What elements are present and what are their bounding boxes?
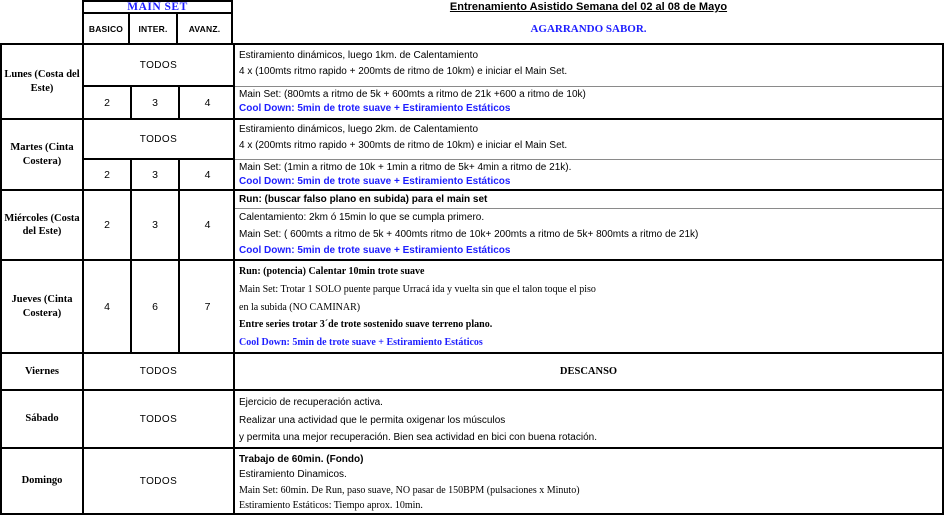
levels-area [84,45,235,118]
workout-description [235,261,942,352]
levels-area [84,391,235,447]
header-row-levels [0,14,944,43]
day-label: Miércoles (Costa del Este) [2,191,84,259]
desc-line: Main Set: (1min a ritmo de 10k + 1min a ritmo de 5k+ 4min a ritmo de 21k). [239,162,572,173]
table-row-domingo [2,449,942,515]
run-title-line: Run: (buscar falso plano en subida) para el main set [235,191,942,209]
subtitle-area [233,14,944,43]
desc-line: 4 x (200mts ritmo rapido + 300mts de ritmo de 10km) e iniciar el Main Set. [239,140,568,151]
cooldown-line: Cool Down: 5min de trote suave + Estiramiento Estáticos [239,103,511,114]
run-title-line: Run: (potencia) Calentar 10min trote suave [239,266,425,277]
level-basico-value: 2 [84,191,132,259]
day-label: Lunes (Costa del Este) [2,45,84,118]
workout-description [235,45,942,118]
mainset-block [235,87,942,116]
desc-line: Main Set: Trotar 1 SOLO puente parque Urracá ida y vuelta sin que el talon toque el piso [239,283,596,295]
level-avanz-value: 4 [204,96,211,109]
day-label: Sábado [2,391,84,447]
todos-cell: TODOS [139,413,178,425]
desc-line: y permita una mejor recuperación. Bien sea actividad en bici con buena rotación. [239,432,597,443]
desc-line: Main Set: (800mts a ritmo de 5k + 600mts a ritmo de 21k +600 a ritmo de 10k) [239,89,586,100]
desc-line: Main Set: ( 600mts a ritmo de 5k + 400mts ritmo de 10k+ 200mts a ritmo de 5k+ 800mts a ritmo de 21k) [239,228,699,240]
level-values [84,87,233,118]
level-inter-value: 3 [132,191,180,259]
desc-line: Estiramiento dinámicos, luego 2km. de Calentamiento [239,124,479,135]
cooldown-line: Cool Down: 5min de trote suave + Estiramiento Estáticos [239,176,511,187]
main-set-header: MAIN SET [82,0,233,14]
table-row-miercoles [2,191,942,261]
level-basico-value: 2 [84,160,132,189]
mainset-block [235,160,942,189]
desc-line: Main Set: 60min. De Run, paso suave, NO pasar de 150BPM (pulsaciones x Minuto) [239,484,580,496]
todos-cell: TODOS [84,120,233,160]
schedule-table [0,43,944,515]
day-label: Viernes [2,354,84,389]
table-row-lunes [2,45,942,120]
level-basico-value: 4 [84,261,132,352]
levels-area [84,120,235,189]
desc-line: Entre series trotar 3´de trote sostenido suave terreno plano. [239,319,493,331]
workout-description [235,391,942,447]
day-label: Domingo [2,449,84,513]
desc-line: Estiramiento Estáticos: Tiempo aprox. 10min. [239,499,423,511]
workout-description [235,449,942,513]
day-label: Martes (Cinta Costera) [2,120,84,189]
levels-area [84,261,235,352]
desc-line: 4 x (100mts ritmo rapido + 200mts de ritmo de 10km) e iniciar el Main Set. [239,66,568,77]
todos-cell: TODOS [139,366,178,377]
levels-area [84,449,235,513]
warmup-block [235,120,942,160]
week-motto: AGARRANDO SABOR. [530,22,647,35]
table-row-viernes [2,354,942,391]
desc-line: Calentamiento: 2km ó 15min lo que se cumpla primero. [239,211,485,223]
rest-day-cell: DESCANSO [559,366,618,377]
table-row-jueves [2,261,942,354]
header-day-blank-cell [0,0,82,14]
table-row-sabado [2,391,942,449]
level-avanz-value: 4 [204,168,211,181]
page-title: Entrenamiento Asistido Semana del 02 al 08 de Mayo [449,1,728,13]
level-avanz-value: 4 [204,219,211,231]
level-inter-value: 6 [132,261,180,352]
header-day-blank-cell [0,14,82,43]
header-row-mainset [0,0,944,14]
levels-area [84,354,235,389]
level-values [84,160,233,189]
todos-cell: TODOS [84,45,233,87]
cooldown-line: Cool Down: 5min de trote suave + Estiramiento Estáticos [239,245,511,257]
level-basico-value: 2 [84,87,132,118]
desc-line: en la subida (NO CAMINAR) [239,301,361,313]
title-area [233,0,944,14]
cooldown-line: Cool Down: 5min de trote suave + Estiramiento Estáticos [239,337,483,349]
col-header-inter: INTER. [130,14,178,43]
desc-line: Realizar una actividad que le permita oxigenar los músculos [239,414,506,426]
desc-line: Estiramiento dinámicos, luego 1km. de Calentamiento [239,50,479,61]
todos-cell: TODOS [139,475,178,487]
levels-area [84,191,235,259]
col-header-avanz: AVANZ. [178,14,233,43]
workout-description [235,120,942,189]
warmup-block [235,45,942,87]
desc-line: Ejercicio de recuperación activa. [239,397,383,408]
desc-line: Estiramiento Dinamicos. [239,469,347,481]
desc-line: Trabajo de 60min. (Fondo) [239,454,364,465]
level-inter-value: 3 [132,160,180,189]
level-avanz-value: 7 [204,300,211,313]
workout-description [235,191,942,259]
table-row-martes [2,120,942,191]
col-header-basico: BASICO [82,14,130,43]
day-label: Jueves (Cinta Costera) [2,261,84,352]
level-inter-value: 3 [132,87,180,118]
